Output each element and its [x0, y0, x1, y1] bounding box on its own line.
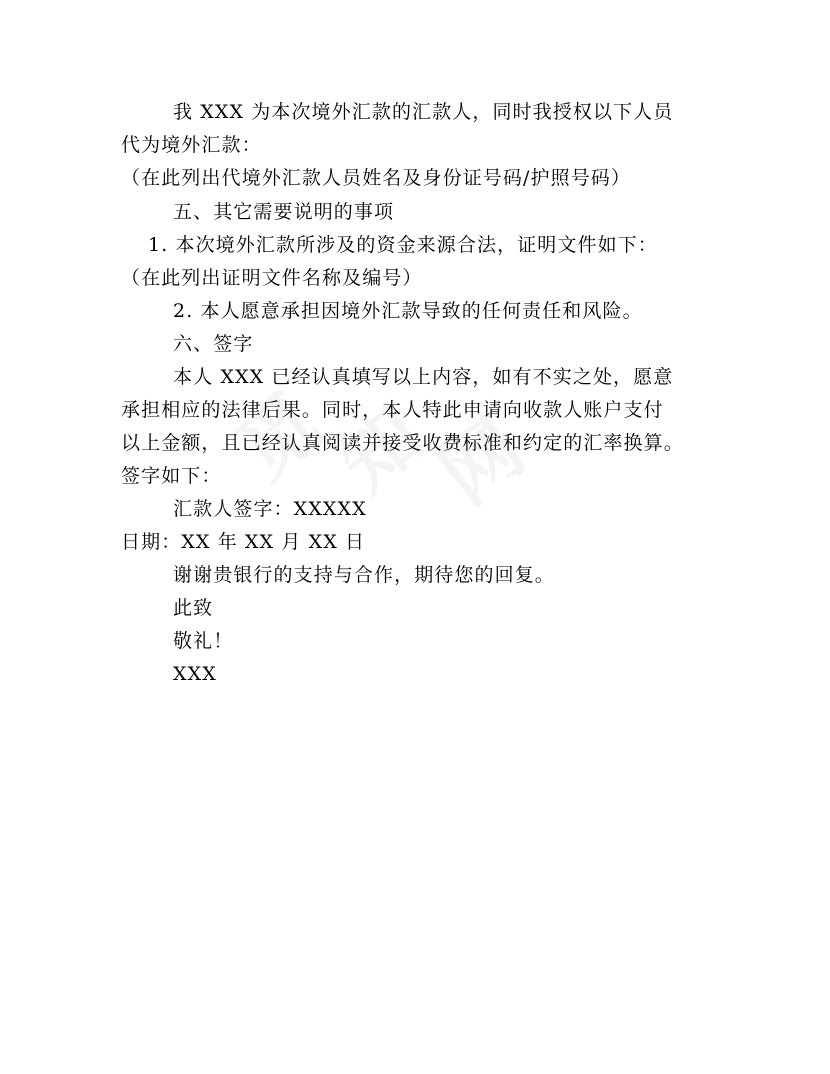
thanks-line: 谢谢贵银行的支持与合作，期待您的回复。 — [173, 564, 555, 586]
closing-salutation: 此致 — [173, 597, 214, 619]
remitter-signature: 汇款人签字：XXXXX — [173, 498, 367, 520]
placeholder-agent-info: （在此列出代境外汇款人员姓名及身份证号码/护照号码） — [121, 167, 632, 189]
paragraph-declaration-line-2: 承担相应的法律后果。同时，本人特此申请向收款人账户支付 — [121, 399, 664, 421]
paragraph-declaration-line-1: 本人 XXX 已经认真填写以上内容，如有不实之处，愿意 — [173, 366, 674, 388]
section-heading-5: 五、其它需要说明的事项 — [173, 201, 395, 223]
sender-name: XXX — [173, 663, 217, 685]
section-heading-6: 六、签字 — [173, 333, 254, 355]
list-item-1: 1. 本次境外汇款所涉及的资金来源合法，证明文件如下： — [148, 234, 658, 256]
list-item-2: 2. 本人愿意承担因境外汇款导致的任何责任和风险。 — [173, 300, 643, 322]
paragraph-declaration-line-4: 签字如下： — [121, 465, 222, 487]
watermark-glyph — [428, 408, 537, 517]
paragraph-authorization-line-2: 代为境外汇款： — [121, 134, 262, 156]
paragraph-authorization-line-1: 我 XXX 为本次境外汇款的汇款人，同时我授权以下人员 — [173, 101, 674, 123]
placeholder-proof-documents: （在此列出证明文件名称及编号） — [121, 267, 423, 289]
closing-regards: 敬礼！ — [173, 630, 234, 652]
paragraph-declaration-line-3: 以上金额，且已经认真阅读并接受收费标准和约定的汇率换算。 — [121, 432, 684, 454]
date-line: 日期：XX 年 XX 月 XX 日 — [121, 531, 366, 553]
